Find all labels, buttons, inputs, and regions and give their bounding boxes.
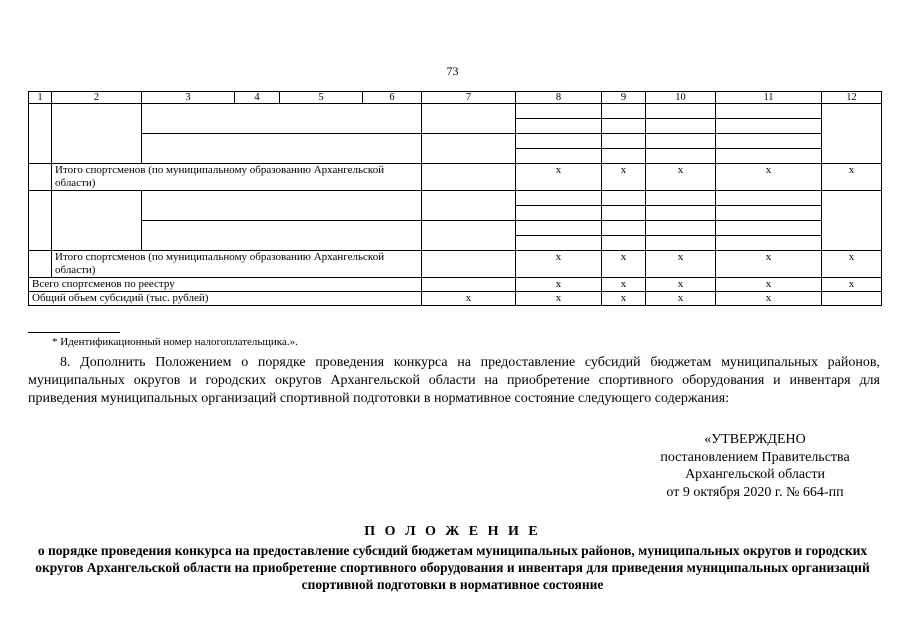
x-mark: х	[516, 292, 602, 306]
x-mark: х	[602, 251, 646, 278]
column-header: 2	[52, 92, 142, 104]
x-mark: х	[602, 292, 646, 306]
column-header: 3	[142, 92, 235, 104]
column-header: 10	[646, 92, 716, 104]
table-row	[29, 134, 882, 149]
page-number: 73	[446, 64, 459, 78]
subtotal-row	[29, 164, 882, 191]
footnote: * Идентификационный номер налогоплательщика.».	[52, 336, 298, 348]
x-mark: х	[646, 164, 716, 191]
column-header: 4	[235, 92, 280, 104]
table-header-row	[29, 92, 882, 104]
column-header: 1	[29, 92, 52, 104]
x-mark: х	[422, 292, 516, 306]
registry-table	[28, 91, 882, 306]
column-header: 6	[363, 92, 422, 104]
approval-line: от 9 октября 2020 г. № 664-пп	[666, 484, 844, 500]
column-header: 12	[822, 92, 882, 104]
table-row	[29, 221, 882, 236]
approval-line: «УТВЕРЖДЕНО	[704, 432, 806, 447]
x-mark: х	[716, 292, 822, 306]
x-mark: х	[602, 278, 646, 292]
paragraph-text: 8. Дополнить Положением о порядке проведения конкурса на предоставление субсидий бюджетам муниципальных районов, муниципальных округов и городских округов Архангельской области на приобретение спортивного оборудования и инвентаря для приведения муниципальных организаций спортивной подготовки в нормативное состояние следующего содержания:	[28, 355, 880, 406]
x-mark: х	[646, 292, 716, 306]
table-row	[29, 104, 882, 119]
total-athletes-label: Всего спортсменов по реестру	[29, 278, 422, 292]
footnote-divider	[28, 332, 120, 333]
body-paragraph	[28, 354, 880, 408]
approval-line: постановлением Правительства	[660, 449, 850, 465]
x-mark: х	[716, 164, 822, 191]
column-header: 11	[716, 92, 822, 104]
column-header: 7	[422, 92, 516, 104]
total-athletes-row	[29, 278, 882, 292]
x-mark: х	[716, 251, 822, 278]
x-mark: х	[516, 164, 602, 191]
document-subtitle: о порядке проведения конкурса на предоставление субсидий бюджетам муниципальных районов, муниципальных округов и городских округов Архангельской области на приобретение спортивного оборудования и инвентаря для приведения муниципальных организаций спортивной подготовки в нормативное состояние	[35, 543, 870, 592]
x-mark: х	[646, 251, 716, 278]
subtotal-label: Итого спортсменов (по муниципальному образованию Архангельской области)	[52, 251, 422, 278]
subtotal-row	[29, 251, 882, 278]
table-row	[29, 191, 882, 206]
approval-stamp	[640, 431, 870, 501]
total-subsidy-row	[29, 292, 882, 306]
subtotal-label: Итого спортсменов (по муниципальному образованию Архангельской области)	[52, 164, 422, 191]
x-mark: х	[646, 278, 716, 292]
total-subsidy-label: Общий объем субсидий (тыс. рублей)	[29, 292, 422, 306]
x-mark: х	[516, 278, 602, 292]
column-header: 9	[602, 92, 646, 104]
x-mark: х	[716, 278, 822, 292]
column-header: 5	[280, 92, 363, 104]
approval-line: Архангельской области	[685, 467, 825, 482]
x-mark: х	[602, 164, 646, 191]
document-title: П О Л О Ж Е Н И Е	[364, 524, 541, 539]
column-header: 8	[516, 92, 602, 104]
x-mark: х	[822, 278, 882, 292]
x-mark: х	[516, 251, 602, 278]
x-mark: х	[822, 164, 882, 191]
x-mark: х	[822, 251, 882, 278]
